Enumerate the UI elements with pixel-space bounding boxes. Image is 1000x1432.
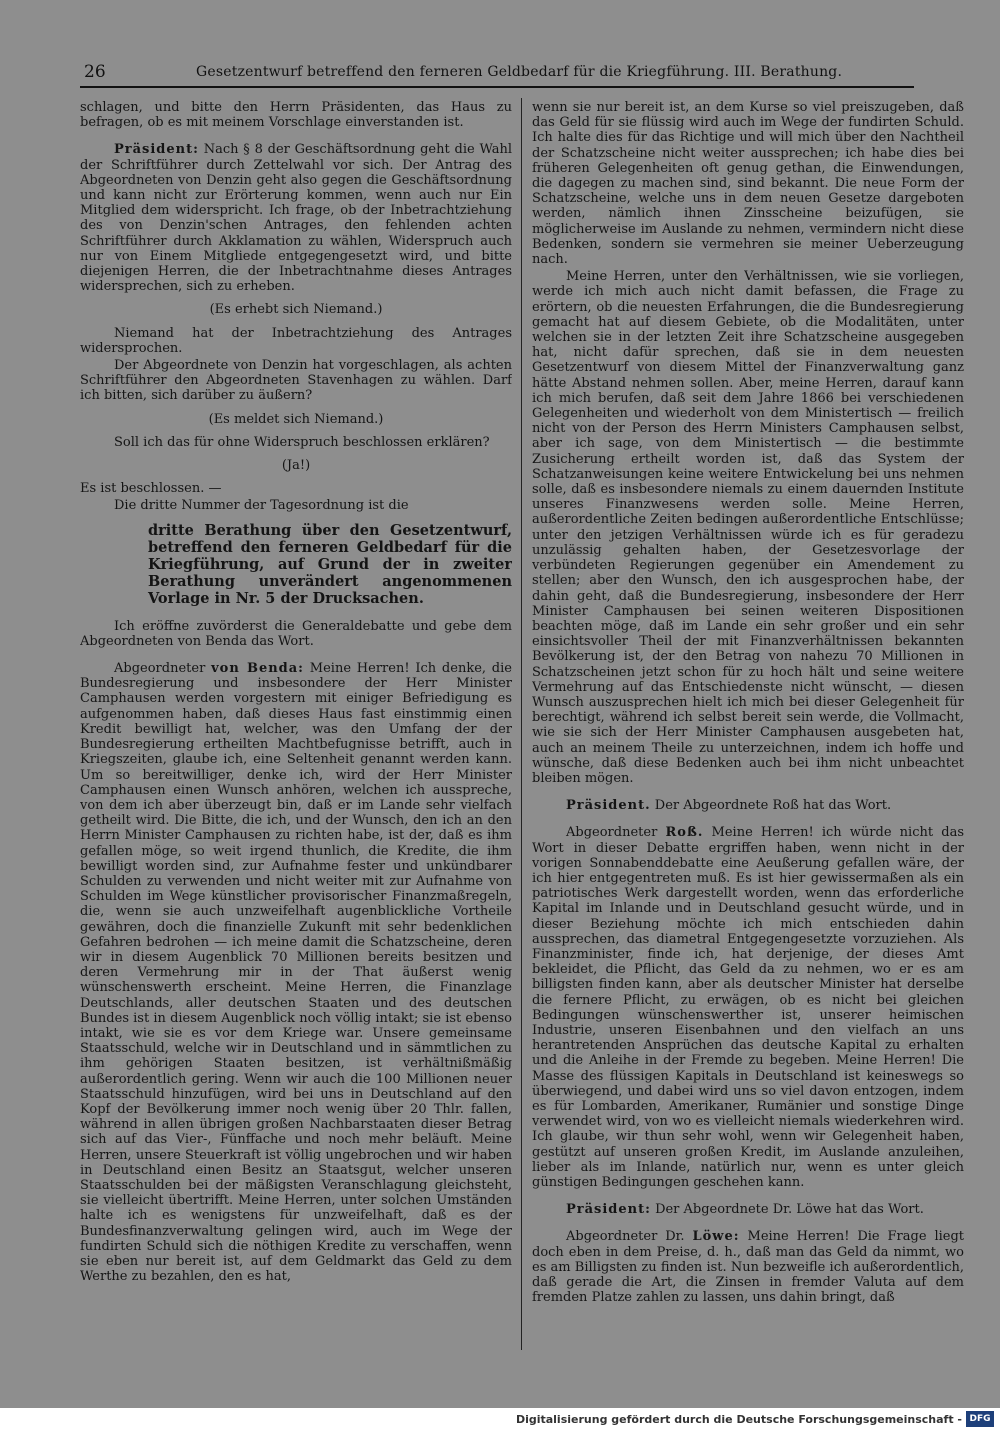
paragraph: Präsident: Nach § 8 der Geschäftsordnung geht die Wahl der Schriftführer durch Zettelwahl vor sich. Der Antrag des Abgeordneten von Denzin geht also gegen die Geschäftsordnung und kann nicht zur Erörterung kommen, wenn auch nur Ein Mitglied dem widerspricht. Ich frage, ob der Inbetrachtziehung des von Denzin'schen Antrages, den fehlenden achten Schriftführer durch Akklamation zu wählen, Widerspruch auch nur von Einem Mitgliede entgegengesetzt wird, und bitte diejenigen Herren, die der Inbetrachtnahme dieses Antrages widersprechen, sich zu erheben. — [80, 142, 512, 295]
paragraph: Soll ich das für ohne Widerspruch beschlossen erklären? — [114, 434, 490, 450]
funding-credit: Digitalisierung gefördert durch die Deutsche Forschungsgemeinschaft - — [515, 1413, 962, 1426]
paragraph: Es ist beschlossen. — — [80, 481, 222, 497]
speaker-name: Präsident: — [114, 142, 199, 158]
running-title: Gesetzentwurf betreffend den ferneren Geldbedarf für die Kriegführung. III. Berathung. — [196, 64, 843, 80]
paragraph: Abgeordneter Roß. Meine Herren! ich würde nicht das Wort in dieser Debatte ergriffen haben, wenn nicht in der vorigen Sonnabenddebatte eine Aeußerung gefallen wäre, der ich hier entgegentreten muß. Es ist hier gewissermaßen als ein patriotisches Werk dargestellt worden, wenn das erforderliche Kapital im Inlande und in Deutschland gesucht würde, und in dieser Beziehung möchte ich mich entschieden dahin aussprechen, das diametral Entgegengesetzte vorzuziehen. Als Finanzminister, finde ich, hat derjenige, der dieses Amt bekleidet, die Pflicht, das Geld da zu nehmen, wo er es am billigsten finden kann, aber als deutscher Minister hat derselbe die fernere Pflicht, zu erwägen, ob es nicht bei gleichen Bedingungen wünschenswerther ist, unserer heimischen Industrie, unseren Eisenbahnen und den vielfach an uns herantretenden Ansprüchen das deutsche Kapital zu erhalten und die Anleihe in der Fremde zu begeben. Meine Herren! Die Masse des flüssigen Kapitals in Deutschland ist keineswegs so überwiegend, und dabei wird uns so viel davon entzogen, indem es für Lombarden, Amerikaner, Rumänier und sonstige Dinge verwendet wird, von wo es vielleicht niemals wiederkehren wird. Ich glaube, wir thun sehr wohl, wenn wir Gelegenheit haben, gestützt auf unseren großen Kredit, im Auslande anzuleihen, lieber als im Inlande, natürlich nur, wenn es unter gleich günstigen Bedingungen geschehen kann. — [532, 825, 964, 1191]
speaker-name: von Benda: — [211, 661, 304, 677]
paragraph: schlagen, und bitte den Herrn Präsidenten, das Haus zu befragen, ob es mit meinem Vorschlage einverstanden ist. — [80, 100, 512, 131]
paragraph: Ich eröffne zuvörderst die Generaldebatte und gebe dem Abgeordneten von Benda das Wort. — [80, 618, 512, 649]
paragraph: Präsident. Der Abgeordnete Roß hat das Wort. — [566, 798, 892, 814]
paragraph: Die dritte Nummer der Tagesordnung ist die — [114, 498, 409, 514]
digitization-footer — [0, 1408, 1000, 1432]
dfg-logo: DFG — [966, 1411, 994, 1427]
page-header — [80, 60, 914, 88]
column-divider — [521, 98, 522, 1350]
stage-direction: (Es meldet sich Niemand.) — [208, 411, 384, 427]
speaker-name: Roß. — [665, 825, 704, 841]
paragraph: Abgeordneter Dr. Löwe: Meine Herren! Die Frage liegt doch eben in dem Preise, d. h., daß man das Geld da nimmt, wo es am Billigsten zu finden ist. Nun bezweifle ich außerordentlich, daß gerade die Art, die Zinsen in fremder Valuta auf dem fremden Platze zahlen zu lassen, uns dahin bringt, daß — [532, 1229, 964, 1306]
stage-direction: (Ja!) — [281, 458, 311, 474]
right-column — [532, 100, 964, 1350]
speaker-name: Präsident. — [566, 798, 651, 814]
paragraph: Niemand hat der Inbetrachtziehung des Antrages widersprochen. — [80, 325, 512, 356]
stage-direction: (Es erhebt sich Niemand.) — [209, 302, 383, 318]
agenda-item-heading: dritte Berathung über den Gesetzentwurf, betreffend den ferneren Geldbedarf für die Kriegführung, auf Grund der in zweiter Berathung unverändert angenommenen Vorlage in Nr. 5 der Drucksachen. — [148, 521, 512, 607]
paragraph: Abgeordneter von Benda: Meine Herren! Ich denke, die Bundesregierung und insbesondere der Herr Minister Camphausen werden vorgestern mit einiger Befriedigung es aufgenommen haben, daß dieses Haus fast einstimmig einen Kredit bewilligt hat, welcher, was den Umfang der der Bundesregierung ertheilten Machtbefugnisse betrifft, auch in Kriegszeiten, glaube ich, eine Seltenheit genannt werden kann. Um so bereitwilliger, denke ich, wird der Herr Minister Camphausen einen Wunsch anhören, welchen ich ausspreche, von dem ich aber überzeugt bin, daß er im Lande sehr vielfach getheilt wird. Die Bitte, die ich, und der Wunsch, den ich an den Herrn Minister Camphausen zu richten habe, ist der, daß es ihm gefallen möge, so weit irgend thunlich, die Kredite, die ihm bewilligt worden sind, zur Aufnahme fester und unkündbarer Schulden zu verwenden und nicht weiter mit zur Aufnahme von Schulden im Wege künstlicher provisorischer Finanzmaßregeln, die, wenn sie auch unzweifelhaft augenblickliche Vortheile gewähren, doch die finanzielle Zukunft mit sehr bedenklichen Gefahren bedrohen — ich meine damit die Schatzscheine, deren wir in diesem Augenblick 70 Millionen bereits besitzen und deren Vermehrung mir in der That äußerst wenig wünschenswerth erscheint. Meine Herren, die Finanzlage Deutschlands, aller deutschen Staaten und des deutschen Bundes ist in diesem Augenblick noch völlig intakt; sie ist ebenso intakt, wie sie es vor dem Kriege war. Unsere gemeinsame Staatsschuld, welche wir in Deutschland und in sämmtlichen zu ihm gehörigen Staaten besitzen, ist verhältnißmäßig außerordentlich gering. Wenn wir auch die 100 Millionen neuer Staatsschuld hinzufügen, wird bei uns in Deutschland auf den Kopf der Bevölkerung immer noch wenig über 20 Thlr. fallen, während in allen übrigen großen Nachbarstaaten dieser Betrag sich auf das Vier-, Fünffache und noch mehr beläuft. Meine Herren, unsere Steuerkraft ist völlig ungebrochen und wir haben in Deutschland einen Besitz an Staatsgut, welcher unseren Staatsschulden bei der mäßigsten Veranschlagung gleichsteht, sie vielleicht übertrifft. Meine Herren, unter solchen Umständen halte ich es wenigstens für unzweifelhaft, daß es der Bundesfinanzverwaltung gelingen wird, auch im Wege der fundirten Schuld sich die nöthigen Kredite zu verschaffen, wenn sie eben nur bereit ist, auf dem Geldmarkt das Geld zu dem Werthe zu bezahlen, den es hat, — [80, 661, 512, 1285]
speaker-name: Präsident: — [566, 1202, 651, 1218]
speaker-name: Löwe: — [692, 1229, 740, 1245]
page-number: 26 — [84, 62, 106, 82]
paragraph: Präsident: Der Abgeordnete Dr. Löwe hat das Wort. — [566, 1202, 924, 1218]
paragraph: wenn sie nur bereit ist, an dem Kurse so viel preiszugeben, daß das Geld für sie flüssig wird auch im Wege der fundirten Schuld. Ich halte dies für das Richtige und will mich über den Nachtheil der Schatzscheine nicht weiter aussprechen; ich habe dies bei früheren Gelegenheiten oft genug gethan, die Einwendungen, die dagegen zu machen sind, sind bekannt. Die neue Form der Schatzscheine, welche uns in dem neuen Gesetze dargeboten werden, nämlich ihnen Zinsscheine beizufügen, sie möglicherweise im Auslande zu nehmen, vermindern nicht diese Bedenken, sondern sie vermehren sie meiner Ueberzeugung nach. — [532, 100, 964, 268]
paragraph: Meine Herren, unter den Verhältnissen, wie sie vorliegen, werde ich mich auch nicht damit befassen, die Frage zu erörtern, ob die neuesten Erfahrungen, die die Bundesregierung gemacht hat auf diesem Gebiete, ob die Modalitäten, unter welchen sie in der letzten Zeit ihre Schatzscheine ausgegeben hat, nicht dafür sprechen, daß sie in dem neuesten Gesetzentwurf von diesem Mittel der Finanzverwaltung ganz hätte Abstand nehmen sollen. Aber, meine Herren, darauf kann ich mich berufen, daß seit dem Jahre 1866 bei verschiedenen Gelegenheiten und wiederholt von dem Ministertisch — freilich nicht von der Person des Herrn Ministers Camphausen selbst, aber ich sage, von dem Ministertisch — die bestimmte Zusicherung ertheilt worden ist, daß das System der Schatzanweisungen keine weitere Entwickelung bei uns nehmen solle, daß es insbesondere niemals zu einem dauernden Institute unseres Finanzwesens werden solle. Meine Herren, außerordentliche Zeiten bedingen außerordentliche Entschlüsse; unter den jetzigen Verhältnissen würde ich es für geradezu unzulässig gehalten haben, der Gesetzesvorlage der verbündeten Regierungen gegenüber ein Amendement zu stellen; aber den Wunsch, den ich ausgesprochen habe, der dahin geht, daß die Bundesregierung, insbesondere der Herr Minister Camphausen bei seinen weiteren Dispositionen beachten möge, daß im Lande ein sehr großer und ein sehr einsichtsvoller Theil der mit Finanzverhältnissen bekannten Bevölkerung ist, der den Betrag von nahezu 70 Millionen in Schatzscheinen jetzt schon für zu hoch hält und seine weitere Vermehrung auf das Entschiedenste nicht wünscht, — diesen Wunsch auszusprechen hielt ich mich bei dieser Gelegenheit für berechtigt, während ich selbst bereit sein werde, die Vollmacht, wie sie sich der Herr Minister Camphausen ausgebeten hat, auch an meinem Theile zu unterzeichnen, indem ich hoffe und wünsche, daß diese Bedenken auch bei ihm nicht unbeachtet bleiben mögen. — [532, 269, 964, 786]
left-column — [80, 100, 512, 1350]
paragraph: Der Abgeordnete von Denzin hat vorgeschlagen, als achten Schriftführer den Abgeordneten Stavenhagen zu wählen. Darf ich bitten, sich darüber zu äußern? — [80, 358, 512, 404]
